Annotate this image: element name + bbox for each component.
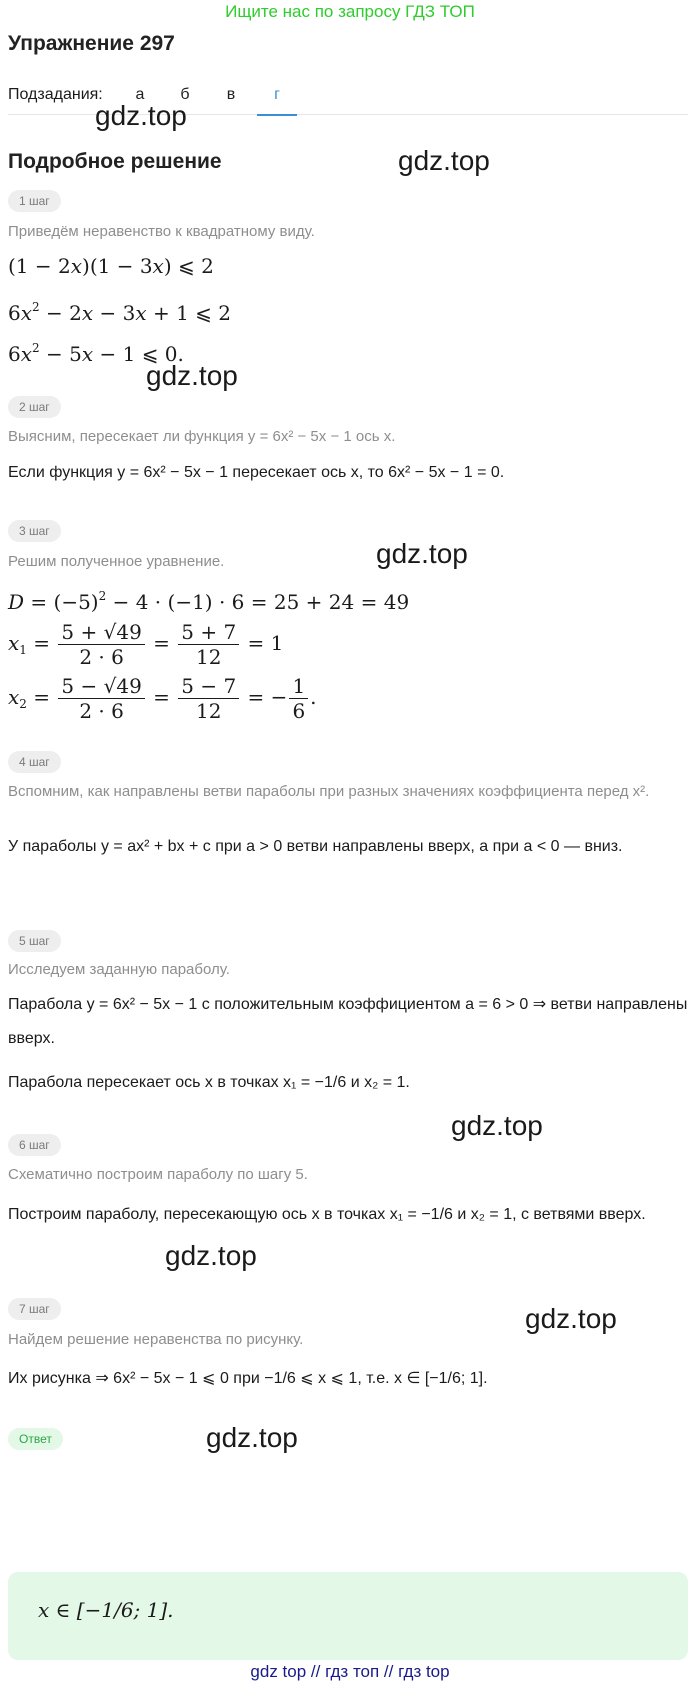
tab-v[interactable]: в xyxy=(226,86,236,103)
step-hint: Выясним, пересекает ли функция y = 6x² − 5x − 1 ось x. xyxy=(8,428,396,445)
watermark: gdz.top xyxy=(206,1422,298,1453)
equation: $6x^2 - 5x - 1$ ⩽ 0. xyxy=(8,341,184,366)
step-text: Парабола y = 6x² − 5x − 1 с положительным коэффициентом a = 6 > 0 ⇒ ветви направлены вверх. xyxy=(8,996,688,1047)
watermark: gdz.top xyxy=(525,1303,617,1334)
step-badge: 5 шаг xyxy=(8,930,61,952)
step-text: Построим параболу, пересекающую ось x в точках x₁ = −1/6 и x₂ = 1, с ветвями вверх. xyxy=(8,1206,646,1223)
equation: (1 − 2x)(1 − 3x) ⩽ 2 xyxy=(8,254,214,278)
watermark: gdz.top xyxy=(146,360,238,391)
subtasks-label: Подзадания: xyxy=(8,86,103,103)
step-text: Если функция y = 6x² − 5x − 1 пересекает ось x, то 6x² − 5x − 1 = 0. xyxy=(8,464,505,481)
watermark: gdz.top xyxy=(376,538,468,569)
watermark: gdz.top xyxy=(165,1240,257,1271)
watermark: gdz.top xyxy=(95,100,187,131)
step-hint: Вспомним, как направлены ветви параболы при разных значениях коэффициента перед x². xyxy=(8,783,650,800)
equation: $6x^2 - 2x - 3x + 1$ ⩽ 2 xyxy=(8,300,232,325)
section-title: Подробное решение xyxy=(8,150,222,173)
step-text: Их рисунка ⇒ 6x² − 5x − 1 ⩽ 0 при −1/6 ⩽ x ⩽ 1, т.е. x ∈ [−1/6; 1]. xyxy=(8,1370,488,1387)
step-text: Парабола пересекает ось x в точках x₁ = −1/6 и x₂ = 1. xyxy=(8,1074,410,1091)
step-badge: 6 шаг xyxy=(8,1134,61,1156)
step-hint: Приведём неравенство к квадратному виду. xyxy=(8,223,315,240)
watermark: gdz.top xyxy=(451,1110,543,1141)
page-title: Упражнение 297 xyxy=(8,32,175,55)
equation: $x_1$ = $\frac{5 + √49}{2 \cdot 6}$ = $\frac{5 + 7}{12}$ = 1 xyxy=(8,620,284,669)
tab-b[interactable]: б xyxy=(180,86,190,103)
equation: $x_2$ = $\frac{5 - √49}{2 \cdot 6}$ = $\frac{5 - 7}{12}$ = − $\frac{1}{6}$ . xyxy=(8,674,317,723)
step-badge: 2 шаг xyxy=(8,396,61,418)
step-badge: 1 шаг xyxy=(8,190,61,212)
step-hint: Решим полученное уравнение. xyxy=(8,553,225,570)
answer-box xyxy=(8,1572,688,1660)
step-badge: 4 шаг xyxy=(8,751,61,773)
step-hint: Схематично построим параболу по шагу 5. xyxy=(8,1166,308,1183)
tab-a[interactable]: а xyxy=(135,86,145,103)
step-badge: 3 шаг xyxy=(8,520,61,542)
step-badge: 7 шаг xyxy=(8,1298,61,1320)
step-text: У параболы y = ax² + bx + c при a > 0 ветви направлены вверх, а при a < 0 — вниз. xyxy=(8,838,623,855)
answer-badge: Ответ xyxy=(8,1428,63,1450)
watermark: gdz.top xyxy=(398,145,490,176)
step-hint: Исследуем заданную параболу. xyxy=(8,961,230,978)
tab-g[interactable]: г xyxy=(257,86,297,116)
answer-text: x ∈ [−1/6; 1]. xyxy=(38,1598,174,1622)
equation: $D = (-5)^2 - 4 \cdot (-1) \cdot 6 = 25 + 24 = 49$ xyxy=(8,589,410,614)
footer-links[interactable]: gdz top // гдз топ // гдз top xyxy=(250,1662,450,1681)
step-hint: Найдем решение неравенства по рисунку. xyxy=(8,1331,304,1348)
promo-banner[interactable]: Ищите нас по запросу ГДЗ ТОП xyxy=(225,2,475,21)
